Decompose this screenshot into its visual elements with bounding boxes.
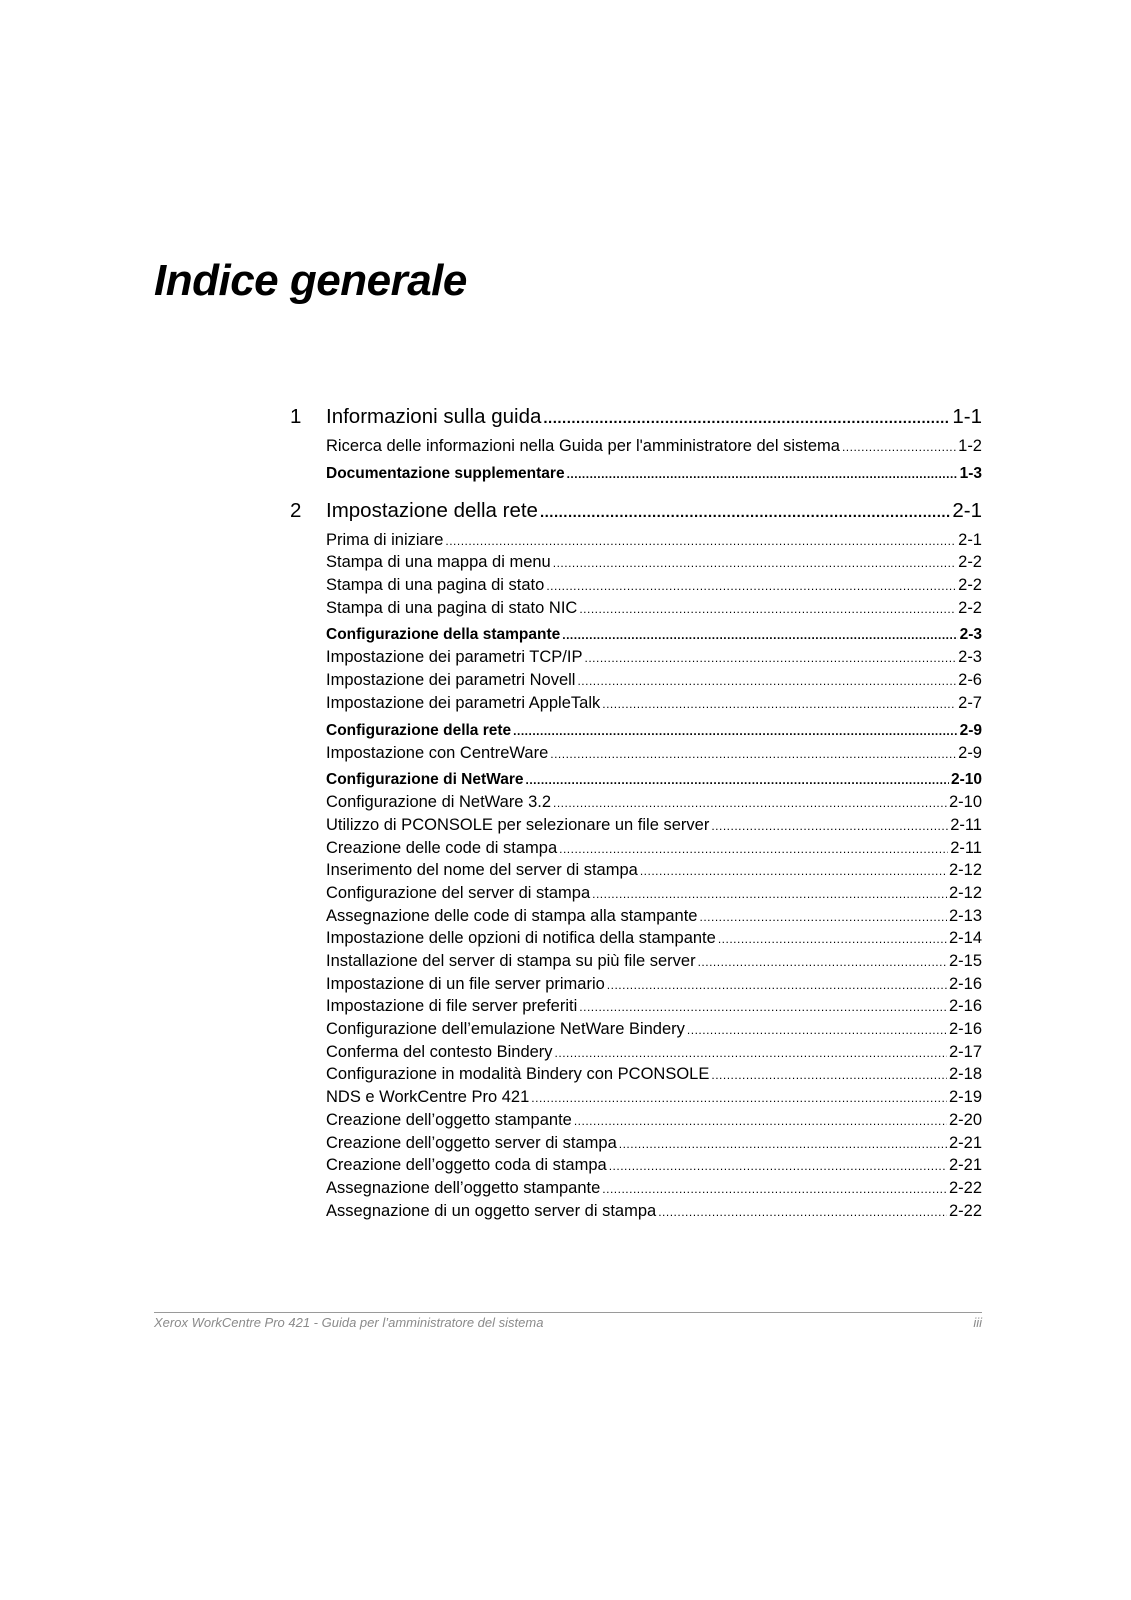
dot-leader <box>592 883 947 905</box>
footer-text: Xerox WorkCentre Pro 421 - Guida per l’amministratore del sistema <box>154 1315 544 1330</box>
entry-label: Conferma del contesto Bindery <box>326 1042 553 1061</box>
toc-chapter-2 <box>290 499 982 1223</box>
toc-entry[interactable] <box>326 1018 982 1041</box>
toc-entry[interactable] <box>326 950 982 973</box>
toc-chapter-1 <box>290 405 982 485</box>
entry-page-number: 2-6 <box>958 671 982 690</box>
chapter-heading[interactable] <box>290 405 982 435</box>
dot-leader <box>562 624 957 646</box>
chapter-page: 2-1 <box>952 498 982 522</box>
entry-label: Configurazione in modalità Bindery con PCONSOLE <box>326 1065 710 1084</box>
dot-leader <box>531 1087 947 1109</box>
entry-label: Configurazione della rete <box>326 721 512 739</box>
entry-page-number: 1-3 <box>959 464 982 482</box>
dot-leader <box>574 1110 947 1132</box>
toc-entry[interactable] <box>326 692 982 715</box>
toc-entry[interactable] <box>326 529 982 552</box>
entry-page-number: 2-20 <box>948 1110 982 1129</box>
dot-leader <box>540 504 950 521</box>
toc-entry[interactable] <box>326 646 982 669</box>
entry-page-number: 1-2 <box>958 437 982 455</box>
toc-entry[interactable] <box>326 1200 982 1223</box>
entry-page-number: 2-1 <box>958 530 982 549</box>
dot-leader <box>550 743 956 765</box>
toc-entry[interactable] <box>326 597 982 620</box>
entry-page-number: 2-10 <box>948 793 982 812</box>
entry-label: Impostazione di file server preferiti <box>326 997 578 1016</box>
toc-entry[interactable] <box>326 1154 982 1177</box>
entry-label: Configurazione dell’emulazione NetWare Bindery <box>326 1020 685 1039</box>
dot-leader <box>698 951 947 973</box>
dot-leader <box>658 1201 947 1223</box>
page-footer <box>154 1312 982 1330</box>
toc-entry[interactable] <box>326 791 982 814</box>
entry-page-number: 2-10 <box>950 771 982 789</box>
chapter-title: Impostazione della rete <box>326 498 538 522</box>
entry-page-number: 2-2 <box>958 553 982 572</box>
dot-leader <box>555 1042 947 1064</box>
entry-label: Configurazione della stampante <box>326 626 561 644</box>
chapter-items <box>326 529 982 1223</box>
entry-label: Prima di iniziare <box>326 530 444 549</box>
toc-entry[interactable] <box>326 995 982 1018</box>
entry-label: Installazione del server di stampa su più file server <box>326 952 696 970</box>
dot-leader <box>711 1064 947 1086</box>
entry-page-number: 2-21 <box>948 1133 982 1152</box>
dot-leader <box>546 575 956 597</box>
entry-label: Configurazione di NetWare 3.2 <box>326 793 552 812</box>
entry-label: Impostazione dei parametri AppleTalk <box>326 693 601 712</box>
toc-entry[interactable] <box>326 1177 982 1200</box>
dot-leader <box>699 906 946 928</box>
dot-leader <box>842 436 956 458</box>
entry-page-number: 2-7 <box>958 693 982 712</box>
entry-page-number: 2-11 <box>950 838 982 857</box>
entry-label: Utilizzo di PCONSOLE per selezionare un file server <box>326 815 710 834</box>
toc-entry[interactable] <box>326 814 982 837</box>
entry-page-number: 2-3 <box>959 626 982 644</box>
toc-entry[interactable] <box>326 742 982 765</box>
dot-leader <box>513 720 957 742</box>
dot-leader <box>577 670 956 692</box>
entry-page-number: 2-19 <box>948 1088 982 1107</box>
entry-page-number: 2-14 <box>948 929 982 948</box>
toc-entry[interactable] <box>326 574 982 597</box>
toc-entry[interactable] <box>326 435 982 458</box>
table-of-contents <box>290 405 982 1222</box>
entry-page-number: 2-13 <box>948 906 982 925</box>
toc-entry[interactable] <box>326 1132 982 1155</box>
chapter-number: 1 <box>290 405 302 428</box>
entry-label: Impostazione dei parametri TCP/IP <box>326 648 583 667</box>
entry-page-number: 2-16 <box>948 1020 982 1039</box>
entry-label: Inserimento del nome del server di stampa <box>326 861 638 880</box>
toc-entry[interactable] <box>326 973 982 996</box>
entry-page-number: 2-12 <box>948 883 982 902</box>
entry-label: Assegnazione di un oggetto server di stampa <box>326 1201 657 1220</box>
entry-page-number: 2-17 <box>948 1042 982 1061</box>
toc-entry[interactable] <box>326 905 982 928</box>
toc-entry[interactable] <box>326 1086 982 1109</box>
dot-leader <box>579 598 956 620</box>
page-title: Indice generale <box>154 256 467 305</box>
entry-label: Stampa di una pagina di stato NIC <box>326 598 578 617</box>
entry-page-number: 2-2 <box>958 598 982 617</box>
entry-page-number: 2-22 <box>948 1178 982 1197</box>
dot-leader <box>619 1133 947 1155</box>
entry-label: Impostazione con CentreWare <box>326 743 549 762</box>
entry-page-number: 2-15 <box>948 952 982 970</box>
entry-label: Stampa di una pagina di stato <box>326 576 545 595</box>
entry-label: Creazione dell’oggetto server di stampa <box>326 1133 617 1152</box>
dot-leader <box>526 769 949 791</box>
entry-label: Impostazione dei parametri Novell <box>326 671 576 690</box>
toc-entry[interactable] <box>326 669 982 692</box>
dot-leader <box>711 815 948 837</box>
toc-section-entry[interactable] <box>326 624 982 646</box>
entry-page-number: 2-2 <box>958 576 982 595</box>
dot-leader <box>607 974 947 996</box>
toc-section-entry[interactable] <box>326 463 982 485</box>
toc-entry[interactable] <box>326 1063 982 1086</box>
dot-leader <box>559 838 948 860</box>
chapter-page: 1-1 <box>952 405 982 428</box>
entry-label: Stampa di una mappa di menu <box>326 553 551 572</box>
entry-page-number: 2-18 <box>948 1065 982 1084</box>
dot-leader <box>687 1019 947 1041</box>
toc-entry[interactable] <box>326 927 982 950</box>
chapter-heading[interactable] <box>290 499 982 529</box>
dot-leader <box>640 860 947 882</box>
toc-entry[interactable] <box>326 551 982 574</box>
entry-label: NDS e WorkCentre Pro 421 <box>326 1088 530 1107</box>
toc-section-entry[interactable] <box>326 769 982 791</box>
dot-leader <box>718 928 947 950</box>
chapter-title: Informazioni sulla guida <box>326 405 542 428</box>
entry-label: Ricerca delle informazioni nella Guida per l'amministratore del sistema <box>326 437 840 455</box>
toc-entry[interactable] <box>326 882 982 905</box>
entry-page-number: 2-12 <box>948 861 982 880</box>
entry-label: Configurazione del server di stampa <box>326 883 591 902</box>
entry-page-number: 2-22 <box>948 1201 982 1220</box>
entry-label: Creazione delle code di stampa <box>326 838 558 857</box>
dot-leader <box>579 996 947 1018</box>
entry-label: Documentazione supplementare <box>326 464 565 482</box>
entry-label: Assegnazione delle code di stampa alla stampante <box>326 906 698 925</box>
dot-leader <box>584 647 956 669</box>
entry-label: Impostazione di un file server primario <box>326 974 605 993</box>
entry-page-number: 2-16 <box>948 997 982 1016</box>
entry-label: Impostazione delle opzioni di notifica della stampante <box>326 929 716 948</box>
dot-leader <box>602 693 956 715</box>
chapter-number: 2 <box>290 498 302 522</box>
entry-label: Configurazione di NetWare <box>326 771 524 789</box>
entry-page-number: 2-11 <box>950 815 982 834</box>
dot-leader <box>553 792 947 814</box>
dot-leader <box>445 530 956 552</box>
dot-leader <box>543 410 950 427</box>
entry-page-number: 2-9 <box>959 721 982 739</box>
entry-page-number: 2-21 <box>948 1156 982 1175</box>
entry-page-number: 2-3 <box>958 648 982 667</box>
toc-entry[interactable] <box>326 837 982 860</box>
toc-section-entry[interactable] <box>326 720 982 742</box>
chapter-items <box>326 435 982 485</box>
dot-leader <box>553 552 956 574</box>
toc-entry[interactable] <box>326 859 982 882</box>
toc-entry[interactable] <box>326 1109 982 1132</box>
dot-leader <box>567 463 958 485</box>
entry-label: Creazione dell’oggetto coda di stampa <box>326 1156 607 1175</box>
entry-page-number: 2-9 <box>958 743 982 762</box>
dot-leader <box>609 1155 947 1177</box>
entry-label: Creazione dell’oggetto stampante <box>326 1110 572 1129</box>
entry-label: Assegnazione dell’oggetto stampante <box>326 1178 601 1197</box>
toc-entry[interactable] <box>326 1041 982 1064</box>
entry-page-number: 2-16 <box>948 974 982 993</box>
dot-leader <box>602 1178 947 1200</box>
footer-page-number: iii <box>973 1315 982 1330</box>
